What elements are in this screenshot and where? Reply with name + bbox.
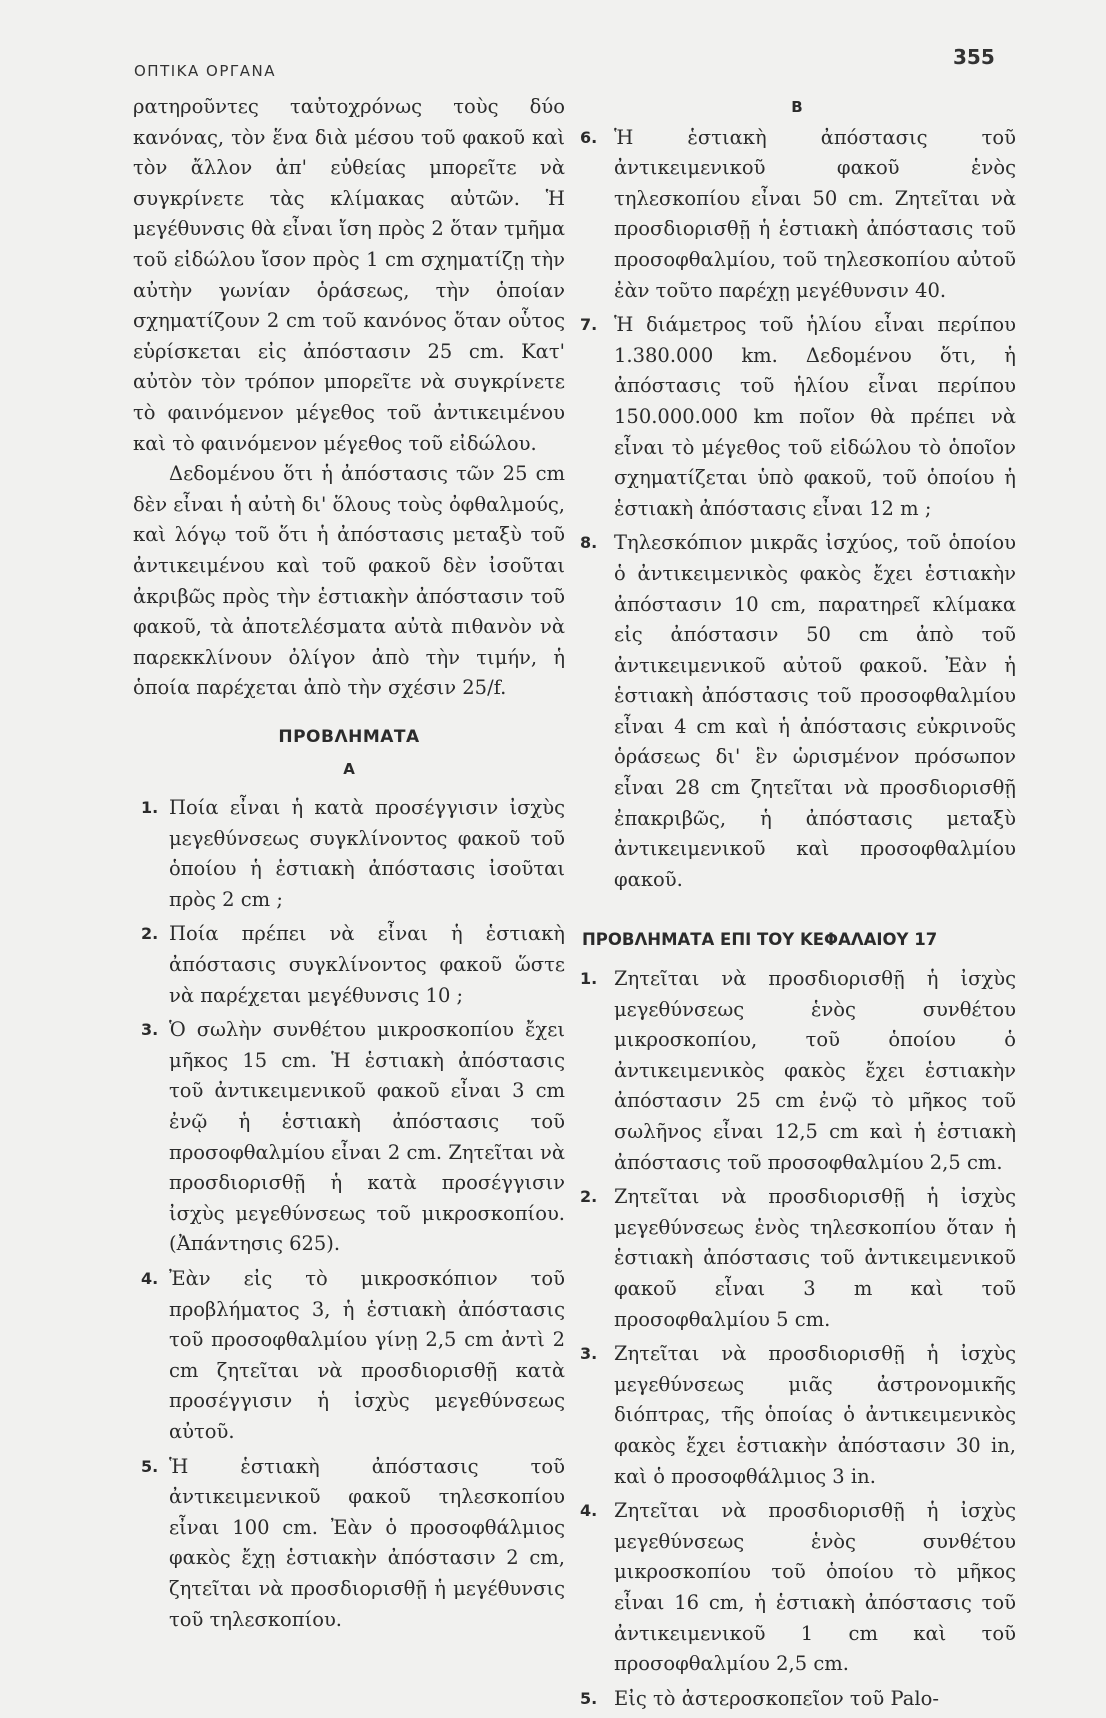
problem-item bbox=[578, 528, 1016, 895]
problem-item bbox=[133, 1452, 565, 1636]
problem-text: Τηλεσκόπιον μικρᾶς ἰσχύος, τοῦ ὁποίου ὁ ἀντικειμενικὸς φακὸς ἔχει ἑστιακὴν ἀπόστασιν 10 cm, παρατηρεῖ κλίμακα εἰς ἀπόστασιν 50 cm ἀπὸ τοῦ ἀντικειμενικοῦ αὐτοῦ φακοῦ. Ἐὰν ἡ ἑστιακὴ ἀπόστασις τοῦ προσοφθαλμίου εἶναι 4 cm καὶ ἡ ἀπόστασις εὐκρινοῦς ὁράσεως δι' ἓν ὡρισμένον πρόσωπον εἶναι 28 cm ζητεῖται νὰ προσδιορισθῇ ἐπακριβῶς, ἡ ἀπόστασις μεταξὺ ἀντικειμενικοῦ καὶ προσοφθαλμίου φακοῦ. bbox=[614, 531, 1016, 891]
paragraph-continuation: ρατηροῦντες ταὐτοχρόνως τοὺς δύο κανόνας, τὸν ἕνα διὰ μέσου τοῦ φακοῦ καὶ τὸν ἄλλον ἀπ' εὐθείας μπορεῖτε νὰ συγκρίνετε τὰς κλίμακας αὐτῶν. Ἡ μεγέθυνσις θὰ εἶναι ἴση πρὸς 2 ὅταν τμῆμα τοῦ εἰδώλου ἴσον πρὸς 1 cm σχηματίζῃ τὴν αὐτὴν γωνίαν ὁράσεως, τὴν ὁποίαν σχηματίζουν 2 cm τοῦ κανόνος ὅταν οὗτος εὑρίσκεται εἰς ἀπόστασιν 25 cm. Κατ' αὐτὸν τὸν τρόπον μπορεῖτε νὰ συγκρίνετε τὸ φαινόμενον μέγεθος τοῦ ἀντικειμένου καὶ τὸ φαινόμενον μέγεθος τοῦ εἰδώλου. bbox=[133, 95, 565, 455]
problem-number: 1. bbox=[580, 969, 598, 989]
subsection-label-b: Β bbox=[791, 98, 803, 116]
problem-item bbox=[578, 1182, 1016, 1335]
problem-number: 5. bbox=[580, 1688, 598, 1708]
problem-text: Ποία πρέπει νὰ εἶναι ἡ ἑστιακὴ ἀπόστασις συγκλίνοντος φακοῦ ὥστε νὰ παρέχεται μεγέθυνσις 10 ; bbox=[169, 922, 565, 1007]
problem-item bbox=[578, 1496, 1016, 1680]
problem-number: 4. bbox=[141, 1268, 159, 1288]
page-number: 355 bbox=[953, 45, 995, 69]
problem-item bbox=[133, 1264, 565, 1448]
subsection-label-a: Α bbox=[343, 760, 355, 779]
problem-number: 5. bbox=[141, 1456, 159, 1476]
paragraph: Δεδομένου ὅτι ἡ ἀπόστασις τῶν 25 cm δὲν εἶναι ἡ αὐτὴ δι' ὅλους τοὺς ὀφθαλμούς, καὶ λόγῳ τοῦ ὅτι ἡ ἀπόστασις μεταξὺ τοῦ ἀντικειμένου καὶ τοῦ φακοῦ δὲν ἰσοῦται ἀκριβῶς πρὸς τὴν ἑστιακὴν ἀπόστασιν τοῦ φακοῦ, τὰ ἀποτελέσματα αὐτὰ πιθανὸν νὰ παρεκκλίνουν ὀλίγον ἀπὸ τὴν τιμήν, ἡ ὁποία παρέχεται ἀπὸ τὴν σχέσιν 25/f. bbox=[133, 462, 565, 700]
problem-item bbox=[578, 123, 1016, 307]
problem-item bbox=[578, 1684, 1016, 1715]
problem-number: 3. bbox=[141, 1020, 159, 1040]
problem-item bbox=[133, 919, 565, 1011]
problem-text: Ὁ σωλὴν συνθέτου μικροσκοπίου ἔχει μῆκος 15 cm. Ἡ ἑστιακὴ ἀπόστασις τοῦ ἀντικειμενικοῦ φακοῦ εἶναι 3 cm ἐνῷ ἡ ἑστιακὴ ἀπόστασις τοῦ προσοφθαλμίου εἶναι 2 cm. Ζητεῖται νὰ προσδιορισθῇ ἡ κατὰ προσέγγισιν ἰσχὺς μεγεθύνσεως τοῦ μικροσκοπίου. (Ἀπάντησις 625). bbox=[169, 1018, 565, 1256]
problem-text: Ζητεῖται νὰ προσδιορισθῇ ἡ ἰσχὺς μεγεθύνσεως μιᾶς ἀστρονομικῆς διόπτρας, τῆς ὁποίας ὁ ἀντικειμενικὸς φακὸς ἔχει ἑστιακὴν ἀπόστασιν 30 in, καὶ ὁ προσοφθάλμιος 3 in. bbox=[614, 1342, 1016, 1488]
problem-text: Εἰς τὸ ἀστεροσκοπεῖον τοῦ Palo- bbox=[614, 1686, 939, 1710]
problem-text: Ζητεῖται νὰ προσδιορισθῇ ἡ ἰσχὺς μεγεθύνσεως ἑνὸς τηλεσκοπίου ὅταν ἡ ἑστιακὴ ἀπόστασις τοῦ ἀντικειμενικοῦ φακοῦ εἶναι 3 m καὶ τοῦ προσοφθαλμίου 5 cm. bbox=[614, 1185, 1016, 1331]
section-heading: ΠΡΟΒΛΗΜΑΤΑ bbox=[278, 726, 420, 747]
problem-item bbox=[578, 310, 1016, 524]
problem-number: 2. bbox=[141, 924, 159, 944]
left-column bbox=[133, 92, 565, 1639]
problem-text: Ἡ ἑστιακὴ ἀπόστασις τοῦ ἀντικειμενικοῦ φακοῦ τηλεσκοπίου εἶναι 100 cm. Ἐὰν ὁ προσοφθάλμιος φακὸς ἔχῃ ἑστιακὴν ἀπόστασιν 2 cm, ζητεῖται νὰ προσδιορισθῇ ἡ μεγέθυνσις τοῦ τηλεσκοπίου. bbox=[169, 1454, 565, 1631]
problem-number: 2. bbox=[580, 1187, 598, 1207]
problem-text: Ἡ ἑστιακὴ ἀπόστασις τοῦ ἀντικειμενικοῦ φακοῦ ἑνὸς τηλεσκοπίου εἶναι 50 cm. Ζητεῖται νὰ προσδιορισθῇ ἡ ἑστιακὴ ἀπόστασις τοῦ προσοφθαλμίου, τοῦ τηλεσκοπίου αὐτοῦ ἐὰν τοῦτο παρέχῃ μεγέθυνσιν 40. bbox=[614, 125, 1016, 302]
running-title: ΟΠΤΙΚΑ ΟΡΓΑΝΑ bbox=[134, 62, 276, 80]
problem-number: 4. bbox=[580, 1501, 598, 1521]
problem-text: Ἡ διάμετρος τοῦ ἡλίου εἶναι περίπου 1.380.000 km. Δεδομένου ὅτι, ἡ ἀπόστασις τοῦ ἡλίου εἶναι περίπου 150.000.000 km ποῖον θὰ πρέπει νὰ εἶναι τὸ μέγεθος τοῦ εἰδώλου τὸ ὁποῖον σχηματίζεται ὑπὸ φακοῦ, τοῦ ὁποίου ἡ ἑστιακὴ ἀπόστασις εἶναι 12 m ; bbox=[614, 313, 1016, 520]
right-column bbox=[578, 92, 1016, 1718]
problem-text: Ποία εἶναι ἡ κατὰ προσέγγισιν ἰσχὺς μεγεθύνσεως συγκλίνοντος φακοῦ τοῦ ὁποίου ἡ ἑστιακὴ ἀπόστασις ἰσοῦται πρὸς 2 cm ; bbox=[169, 796, 565, 911]
problem-number: 1. bbox=[141, 798, 159, 818]
problem-item bbox=[578, 964, 1016, 1178]
problem-text: Ζητεῖται νὰ προσδιορισθῇ ἡ ἰσχὺς μεγεθύνσεως ἑνὸς συνθέτου μικροσκοπίου τοῦ ὁποίου τὸ μῆκος εἶναι 16 cm, ἡ ἑστιακὴ ἀπόστασις τοῦ ἀντικειμενικοῦ 1 cm καὶ τοῦ προσοφθαλμίου 2,5 cm. bbox=[614, 1499, 1016, 1676]
problem-item bbox=[133, 1015, 565, 1260]
problem-item bbox=[578, 1339, 1016, 1492]
problem-item bbox=[133, 793, 565, 915]
problem-number: 7. bbox=[580, 315, 598, 335]
problem-text: Ἐὰν εἰς τὸ μικροσκόπιον τοῦ προβλήματος 3, ἡ ἑστιακὴ ἀπόστασις τοῦ προσοφθαλμίου γίνῃ 2,5 cm ἀντὶ 2 cm ζητεῖται νὰ προσδιορισθῇ κατὰ προσέγγισιν ἡ ἰσχὺς μεγεθύνσεως αὐτοῦ. bbox=[169, 1266, 565, 1443]
problem-text: Ζητεῖται νὰ προσδιορισθῇ ἡ ἰσχὺς μεγεθύνσεως ἑνὸς συνθέτου μικροσκοπίου, τοῦ ὁποίου ὁ ἀντικειμενικὸς φακὸς ἔχει ἑστιακὴν ἀπόστασιν 25 cm ἐνῷ τὸ μῆκος τοῦ σωλῆνος εἶναι 12,5 cm καὶ ἡ ἑστιακὴ ἀπόστασις τοῦ προσοφθαλμίου 2,5 cm. bbox=[614, 967, 1016, 1174]
problem-number: 3. bbox=[580, 1344, 598, 1364]
problem-number: 8. bbox=[580, 533, 598, 553]
problem-number: 6. bbox=[580, 127, 598, 147]
chapter-problems-heading: ΠΡΟΒΛΗΜΑΤΑ ΕΠΙ ΤΟΥ ΚΕΦΑΛΑΙΟΥ 17 bbox=[582, 930, 938, 950]
